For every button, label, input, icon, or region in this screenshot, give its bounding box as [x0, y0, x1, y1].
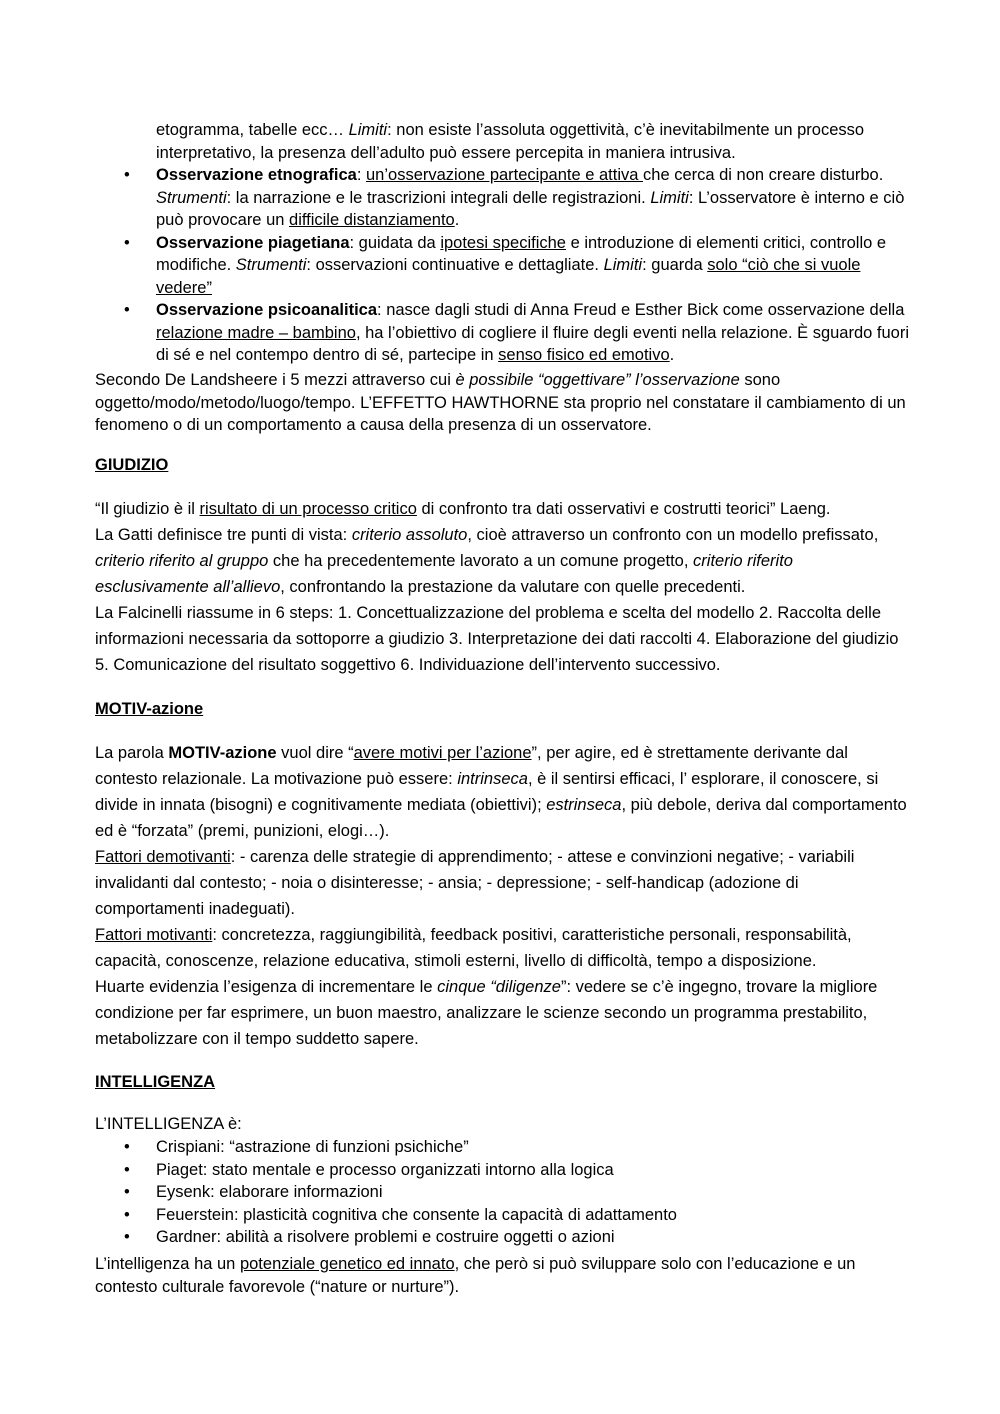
paragraph: “Il giudizio è il risultato di un processo critico di confronto tra dati osservativi e costrutti teorici” Laeng.: [95, 500, 831, 518]
bullet-icon: •: [124, 301, 130, 319]
bullet-icon: •: [124, 166, 130, 184]
list-item-psicoanalitica: [95, 299, 910, 367]
list-item: [95, 1136, 910, 1159]
section-heading-intelligenza: INTELLIGENZA: [95, 1073, 216, 1091]
bullet-icon: •: [124, 1183, 130, 1201]
section-heading-giudizio: GIUDIZIO: [95, 456, 169, 474]
list-item-text: Feuerstein: plasticità cognitiva che consente la capacità di adattamento: [156, 1205, 677, 1224]
list-item-text: Osservazione psicoanalitica: nasce dagli studi di Anna Freud e Esther Bick come osservazione della relazione madre – bambino, ha l’obiettivo di cogliere il fluire degli eventi nella relazione. È sguardo fuori di sé e nel contempo dentro di sé, partecipe in senso fisico ed emotivo.: [156, 301, 910, 364]
bullet-icon: •: [124, 1205, 130, 1224]
motivazione-body: [95, 740, 910, 1052]
list-item-text: Crispiani: “astrazione di funzioni psichiche”: [156, 1138, 469, 1156]
paragraph: Fattori motivanti: concretezza, raggiungibilità, feedback positivi, caratteristiche personali, responsabilità, capacità, conoscenze, relazione educativa, stimoli esterni, livello di difficoltà, tempo a disposizione.: [95, 926, 852, 970]
paragraph: Huarte evidenzia l’esigenza di incrementare le cinque “diligenze”: vedere se c’è ingegno, trovare la migliore condizione per far esprimere, un buon maestro, analizzare le scienze secondo un programma prestabilito, metabolizzare con il tempo suddetto sapere.: [95, 978, 878, 1048]
bullet-icon: •: [124, 1160, 130, 1179]
list-item-text: Osservazione piagetiana: guidata da ipotesi specifiche e introduzione di elementi critici, controllo e modifiche. Strumenti: osservazioni continuative e dettagliate. Limiti: guarda solo “ciò che si vuole vedere”: [156, 233, 887, 297]
section-heading-motivazione: MOTIV-azione: [95, 700, 204, 718]
intelligenza-list: [95, 1136, 910, 1249]
intelligenza-closing: L’intelligenza ha un potenziale genetico ed innato, che però si può sviluppare solo con l’educazione e un contesto culturale favorevole (“nature or nurture”).: [95, 1255, 856, 1296]
list-item-text: Gardner: abilità a risolvere problemi e costruire oggetti o azioni: [156, 1228, 615, 1246]
bullet-icon: •: [124, 233, 130, 252]
bullet-icon: •: [124, 1138, 130, 1156]
bullet-icon: •: [124, 1228, 130, 1246]
list-item-text: Eysenk: elaborare informazioni: [156, 1183, 383, 1201]
list-item-text: Piaget: stato mentale e processo organizzati intorno alla logica: [156, 1160, 614, 1179]
list-item: [95, 1204, 910, 1227]
list-item-piagetiana: [95, 232, 910, 300]
list-item: [95, 1181, 910, 1204]
observation-continuation: etogramma, tabelle ecc… Limiti: non esiste l’assoluta oggettività, c’è inevitabilmente un processo interpretativo, la presenza dell’adulto può essere percepita in maniera intrusiva.: [156, 121, 865, 162]
paragraph: La Falcinelli riassume in 6 steps: 1. Concettualizzazione del problema e scelta del modello 2. Raccolta delle informazioni necessaria da sottoporre a giudizio 3. Interpretazione dei dati raccolti 4. Elaborazione del giudizio 5. Comunicazione del risultato soggettivo 6. Individuazione dell’intervento successivo.: [95, 604, 899, 674]
paragraph: Fattori demotivanti: - carenza delle strategie di apprendimento; - attese e convinzioni negative; - variabili invalidanti dal contesto; - noia o disinteresse; - ansia; - depressione; - self-handicap (adozione di comportamenti inadeguati).: [95, 848, 855, 918]
list-item: [95, 1226, 910, 1249]
list-item-text: Osservazione etnografica: un’osservazione partecipante e attiva che cerca di non creare disturbo. Strumenti: la narrazione e le trascrizioni integrali delle registrazioni. Limiti: L’osservatore è interno e ciò può provocare un difficile distanziamento.: [156, 166, 905, 229]
observation-closing-paragraph: Secondo De Landsheere i 5 mezzi attraverso cui è possibile “oggettivare” l’osservazione sono oggetto/modo/metodo/luogo/tempo. L’EFFETTO HAWTHORNE sta proprio nel constatare il cambiamento di un fenomeno o di un comportamento a causa della presenza di un osservatore.: [95, 371, 906, 434]
paragraph: La Gatti definisce tre punti di vista: criterio assoluto, cioè attraverso un confronto con un modello prefissato, criterio riferito al gruppo che ha precedentemente lavorato a un comune progetto, criterio riferito esclusivamente all’allievo, confrontando la prestazione da valutare con quelle precedenti.: [95, 526, 879, 596]
list-item-etnografica: [95, 164, 910, 232]
observation-type-list: [95, 164, 910, 367]
paragraph: La parola MOTIV-azione vuol dire “avere motivi per l’azione”, per agire, ed è strettamente derivante dal contesto relazionale. La motivazione può essere: intrinseca, è il sentirsi efficaci, l’ esplorare, il conoscere, si divide in innata (bisogni) e cognitivamente mediata (obiettivi); estrinseca, più debole, deriva dal comportamento ed è “forzata” (premi, punizioni, elogi…).: [95, 744, 907, 840]
intelligenza-intro: L’INTELLIGENZA è:: [95, 1115, 242, 1133]
list-item: [95, 1159, 910, 1182]
giudizio-body: [95, 496, 910, 678]
